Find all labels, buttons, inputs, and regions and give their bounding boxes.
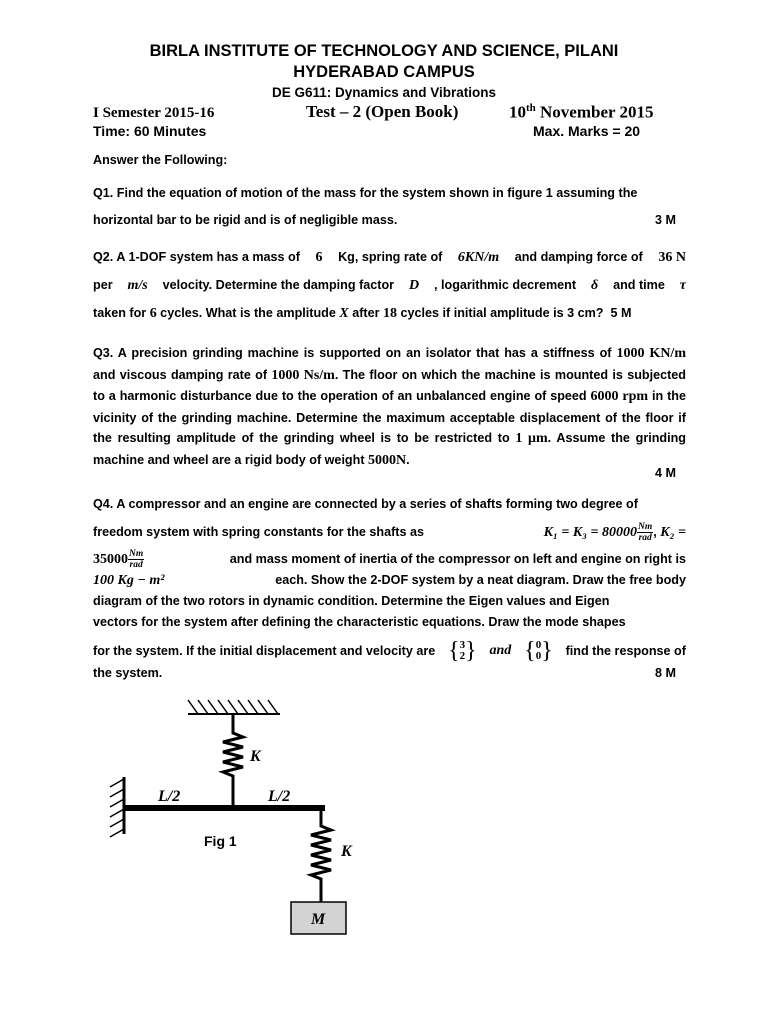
- right-half-length-label: L/2: [268, 788, 291, 805]
- q4-line-3: 35000 $\frac{Nm}{\text{rad}}$ and mass moment of inertia of the compressor on left and engine on right is: [93, 548, 686, 570]
- q4-marks: 8 M: [655, 666, 676, 680]
- q3-marks: 4 M: [655, 466, 676, 480]
- q4-line-5: diagram of the two rotors in dynamic condition. Determine the Eigen values and Eigen: [93, 594, 610, 608]
- q4-line-7: for the system. If the initial displacement and velocity are { 3 2 } and { 0 0 } find the response of: [93, 638, 686, 664]
- upper-spring: [223, 714, 243, 806]
- initial-velocity-vector: { 0 0 }: [524, 638, 553, 664]
- q2-line-3: taken for 6 cycles. What is the amplitude X after 18 cycles if initial amplitude is 3 cm? 5 M: [93, 306, 632, 321]
- lower-spring: [311, 811, 331, 902]
- ceiling-support: [188, 700, 280, 714]
- q4-line-4: 100 Kg − m² each. Show the 2-DOF system by a neat diagram. Draw the free body: [93, 573, 686, 588]
- upper-spring-label: K: [250, 748, 261, 765]
- institute-name: BIRLA INSTITUTE OF TECHNOLOGY AND SCIENCE, PILANI: [149, 42, 619, 60]
- q4-line-1: Q4. A compressor and an engine are connected by a series of shafts forming two degree of: [93, 497, 638, 511]
- wall-support: [110, 777, 124, 837]
- q4-line-6: vectors for the system after defining the characteristic equations. Draw the mode shapes: [93, 615, 626, 629]
- lower-spring-label: K: [341, 843, 352, 860]
- course-title: DE G611: Dynamics and Vibrations: [271, 85, 497, 100]
- q4-line-8: the system. 8 M: [93, 666, 686, 688]
- q2-line-2: per m/s velocity. Determine the damping factor D , logarithmic decrement δ and time τ: [93, 278, 686, 293]
- campus-name: HYDERABAD CAMPUS: [293, 63, 475, 81]
- q3-text: Q3. A precision grinding machine is supported on an isolator that has a stiffness of 1000 KN/m and viscous damping rate of 1000 Ns/m. The floor on which the machine is mounted is subjected to a harmonic disturbance due to the operation of an unbalanced engine of speed 6000 rpm in the vicinity of the grinding machine. Determine the maximum acceptable displacement of the floor if the resulting amplitude of the grinding wheel is to be restricted to 1 μm. Assume the grinding machine and wheel are a rigid body of weight 5000N.: [93, 346, 686, 468]
- rigid-bar: [124, 805, 325, 811]
- q2-marks: 5 M: [610, 306, 632, 320]
- max-marks: Max. Marks = 20: [533, 123, 641, 139]
- q1-line-2: horizontal bar to be rigid and is of negligible mass. 3 M: [93, 213, 686, 240]
- test-date: 10th November 2015: [509, 102, 654, 122]
- q1-marks: 3 M: [655, 213, 676, 227]
- instruction: Answer the Following:: [93, 153, 228, 167]
- q1-line-1: Q1. Find the equation of motion of the mass for the system shown in figure 1 assuming the: [93, 186, 638, 200]
- q2-line-1: Q2. A 1-DOF system has a mass of 6 Kg, spring rate of 6KN/m and damping force of 36 N: [93, 250, 686, 265]
- q4-frac-1: $\frac{Nm}{\text{rad}}$: [638, 521, 653, 543]
- semester: I Semester 2015-16: [93, 105, 215, 121]
- figure-caption: Fig 1: [204, 833, 237, 849]
- time-allowed: Time: 60 Minutes: [93, 123, 207, 139]
- q4-line-2: freedom system with spring constants for the shafts as K₁ = K₃ = 80000 $\frac{Nm}{\text{rad}}$ , K₂ =: [93, 521, 686, 543]
- test-title: Test – 2 (Open Book): [306, 102, 459, 121]
- q4-frac-2: $\frac{Nm}{\text{rad}}$: [129, 548, 144, 570]
- mass-label: M: [311, 911, 326, 928]
- initial-displacement-vector: { 3 2 }: [448, 638, 477, 664]
- left-half-length-label: L/2: [158, 788, 181, 805]
